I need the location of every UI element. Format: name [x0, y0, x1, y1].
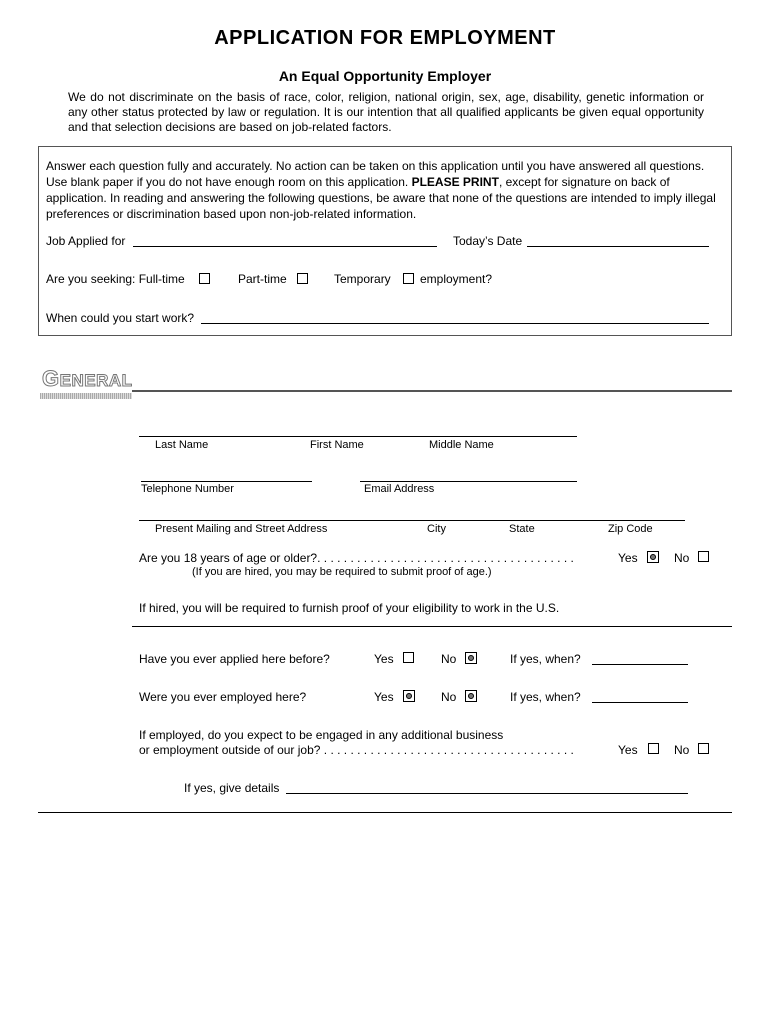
employed-when-field[interactable] [592, 702, 688, 703]
section-divider [132, 390, 732, 392]
temporary-label: Temporary [334, 272, 391, 286]
email-field[interactable] [360, 481, 577, 482]
age-yes-label: Yes [618, 551, 638, 565]
applied-before-question: Have you ever applied here before? [139, 652, 330, 666]
intro-paragraph: We do not discriminate on the basis of race, color, religion, national origin, sex, age, disability, genetic information or any other status protected by law or regulation. It is our intention that all qualified applicants be given equal opportunity and that selection decisions are based on job-related factors. [68, 90, 704, 134]
applied-when-label: If yes, when? [510, 652, 581, 666]
applied-no-label: No [441, 652, 457, 666]
zip-label: Zip Code [608, 523, 653, 535]
start-work-field[interactable] [201, 323, 709, 324]
email-label: Email Address [364, 483, 435, 495]
section-underline-pattern [40, 393, 132, 399]
employed-yes-label: Yes [374, 690, 394, 704]
eligibility-text: If hired, you will be required to furnish proof of your eligibility to work in the U.S. [139, 601, 560, 615]
section-general-first: G [42, 366, 60, 391]
additional-question-line2: or employment outside of our job? . . . . . . . . . . . . . . . . . . . . . . . . . . . . . . . . . . . . . . [139, 743, 574, 757]
employed-yes-checkbox[interactable] [403, 690, 415, 702]
state-label: State [509, 523, 535, 535]
instructions-text [46, 158, 722, 222]
applied-when-field[interactable] [592, 664, 688, 665]
job-applied-field[interactable] [133, 246, 437, 247]
instructions-bold: PLEASE PRINT [411, 175, 499, 189]
part-time-label: Part-time [238, 272, 287, 286]
age-no-checkbox[interactable] [698, 551, 709, 562]
applied-yes-label: Yes [374, 652, 394, 666]
instructions-pre: Answer each question fully and accurately. No action can be taken on this application until you have answered all questions. Use blank paper if you do not have enough room on this application. [46, 159, 705, 189]
address-field[interactable] [139, 520, 685, 521]
age-question: Are you 18 years of age or older?. . . . . . . . . . . . . . . . . . . . . . . . . . . . . . . . . . . . . . . [139, 551, 574, 565]
details-label: If yes, give details [184, 781, 280, 795]
additional-no-checkbox[interactable] [698, 743, 709, 754]
additional-yes-checkbox[interactable] [648, 743, 659, 754]
seeking-label: Are you seeking: Full-time [46, 272, 185, 286]
telephone-field[interactable] [141, 481, 312, 482]
full-time-checkbox[interactable] [199, 273, 210, 284]
todays-date-label: Today’s Date [453, 234, 523, 248]
page-title: APPLICATION FOR EMPLOYMENT [214, 27, 556, 49]
section-general-heading [42, 366, 133, 392]
age-no-label: No [674, 551, 690, 565]
employed-no-label: No [441, 690, 457, 704]
job-applied-label: Job Applied for [46, 234, 126, 248]
telephone-label: Telephone Number [141, 483, 234, 495]
divider [132, 626, 732, 627]
first-name-label: First Name [310, 439, 364, 451]
details-field[interactable] [286, 793, 688, 794]
todays-date-field[interactable] [527, 246, 709, 247]
age-note: (If you are hired, you may be required to submit proof of age.) [192, 566, 492, 578]
city-label: City [427, 523, 446, 535]
employment-label: employment? [420, 272, 493, 286]
additional-yes-label: Yes [618, 743, 638, 757]
additional-no-label: No [674, 743, 690, 757]
employed-when-label: If yes, when? [510, 690, 581, 704]
last-name-label: Last Name [155, 439, 209, 451]
middle-name-label: Middle Name [429, 439, 494, 451]
instructions-post: , except for signature on back of application. In reading and answering the following questions, be aware that none of the questions are intended to imply illegal preferences or discrimination based upon non-job-related information. [46, 175, 716, 221]
employed-before-question: Were you ever employed here? [139, 690, 307, 704]
additional-question-line1: If employed, do you expect to be engaged in any additional business [139, 728, 504, 742]
address-label: Present Mailing and Street Address [155, 523, 328, 535]
page-subtitle: An Equal Opportunity Employer [278, 68, 492, 84]
start-work-label: When could you start work? [46, 311, 195, 325]
name-field[interactable] [139, 436, 577, 437]
age-yes-checkbox[interactable] [647, 551, 659, 563]
part-time-checkbox[interactable] [297, 273, 308, 284]
applied-yes-checkbox[interactable] [403, 652, 414, 663]
employed-no-checkbox[interactable] [465, 690, 477, 702]
temporary-checkbox[interactable] [403, 273, 414, 284]
applied-no-checkbox[interactable] [465, 652, 477, 664]
section-general-rest: ENERAL [59, 371, 133, 390]
bottom-divider [38, 812, 732, 813]
